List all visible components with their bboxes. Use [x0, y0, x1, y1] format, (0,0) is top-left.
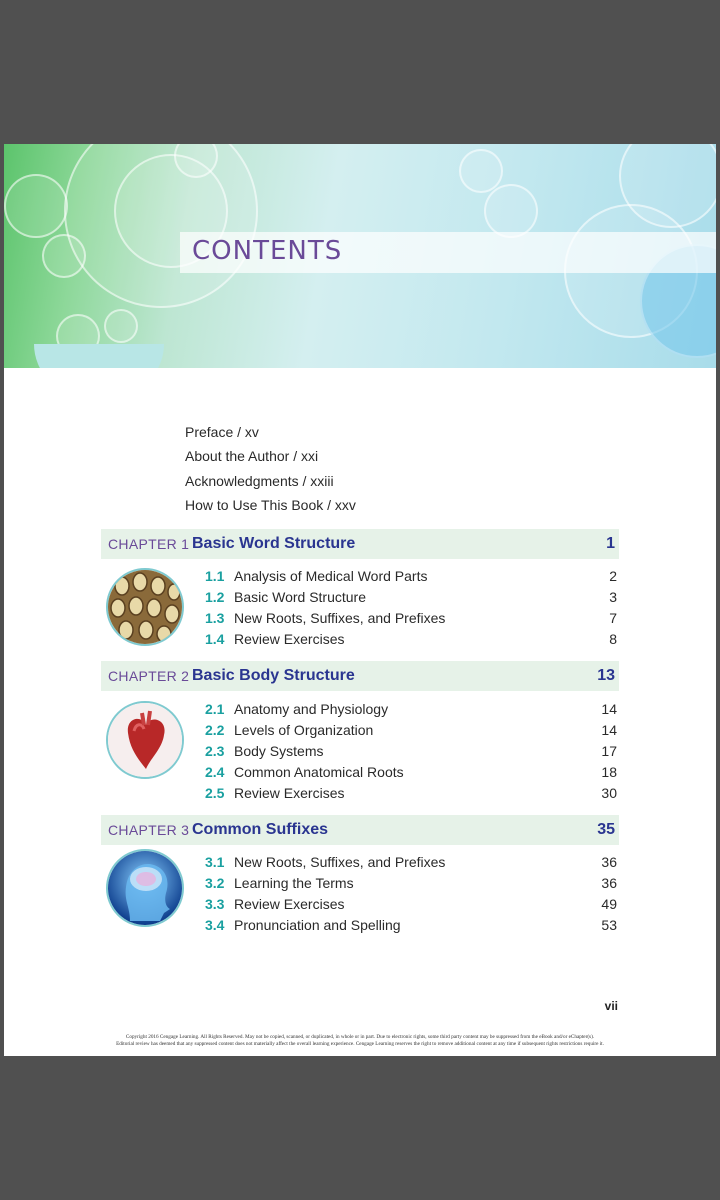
chapter-label: CHAPTER 2 — [108, 668, 190, 684]
section-page: 8 — [609, 631, 617, 647]
chapter-title: Basic Word Structure — [192, 535, 356, 552]
section-page: 14 — [601, 701, 617, 717]
bubble-decoration — [34, 344, 164, 368]
page-number: vii — [604, 999, 618, 1013]
section-title: Body Systems — [234, 743, 324, 759]
section-title: Analysis of Medical Word Parts — [234, 568, 428, 584]
bubble-decoration — [484, 184, 538, 238]
chapter-label: CHAPTER 1 — [108, 536, 190, 552]
section-title: Review Exercises — [234, 785, 345, 801]
brain-image — [106, 849, 184, 927]
chapter-2 — [101, 661, 619, 801]
bone-tissue-image — [106, 568, 184, 646]
section-title: New Roots, Suffixes, and Prefixes — [234, 610, 446, 626]
chapter-header[interactable] — [101, 815, 619, 845]
section-page: 18 — [601, 764, 617, 780]
section-list — [205, 567, 617, 651]
section-number: 2.5 — [205, 785, 225, 801]
section-title: New Roots, Suffixes, and Prefixes — [234, 854, 446, 870]
section-number: 3.2 — [205, 875, 225, 891]
section-title: Levels of Organization — [234, 722, 374, 738]
section-page: 7 — [609, 610, 617, 626]
front-matter-item[interactable]: Acknowledgments / xxiii — [185, 472, 334, 489]
section-number: 3.4 — [205, 917, 225, 933]
chapter-page: 1 — [606, 535, 615, 552]
section-row[interactable] — [205, 700, 617, 721]
section-page: 14 — [601, 722, 617, 738]
chapter-header[interactable] — [101, 529, 619, 559]
section-title: Review Exercises — [234, 631, 345, 647]
section-number: 1.4 — [205, 631, 225, 647]
section-title: Review Exercises — [234, 896, 345, 912]
front-matter-item[interactable]: Preface / xv — [185, 424, 259, 440]
bubble-decoration — [459, 149, 503, 193]
copyright-notice — [4, 1034, 716, 1048]
section-page: 53 — [601, 917, 617, 933]
bubble-decoration — [104, 309, 138, 343]
section-row[interactable] — [205, 895, 617, 916]
section-list — [205, 700, 617, 805]
page-title: CONTENTS — [192, 236, 343, 266]
chapter-page: 35 — [597, 821, 615, 838]
section-number: 3.1 — [205, 854, 225, 870]
section-number: 2.1 — [205, 701, 225, 717]
section-page: 49 — [601, 896, 617, 912]
front-matter-list — [185, 420, 356, 517]
section-row[interactable] — [205, 588, 617, 609]
section-page: 17 — [601, 743, 617, 759]
section-number: 2.4 — [205, 764, 225, 780]
front-matter-item[interactable]: How to Use This Book / xxv — [185, 496, 356, 513]
section-row[interactable] — [205, 742, 617, 763]
section-row[interactable] — [205, 630, 617, 651]
section-number: 1.1 — [205, 568, 225, 584]
section-number: 2.2 — [205, 722, 225, 738]
section-row[interactable] — [205, 853, 617, 874]
section-number: 2.3 — [205, 743, 225, 759]
chapter-3 — [101, 815, 619, 933]
chapter-1 — [101, 529, 619, 647]
section-number: 1.2 — [205, 589, 225, 605]
copyright-line: Editorial review has deemed that any suppressed content does not materially affect the overall learning experience. Cengage Learning reserves the right to remove additional content at any time if subsequent rights restrictions require it. — [116, 1041, 604, 1047]
section-page: 2 — [609, 568, 617, 584]
header-banner — [4, 144, 716, 368]
copyright-line: Copyright 2016 Cengage Learning. All Rights Reserved. May not be copied, scanned, or duplicated, in whole or in part. Due to electronic rights, some third party content may be suppressed from the eBook and/or eChapter(s). — [125, 1034, 595, 1040]
section-row[interactable] — [205, 609, 617, 630]
section-row[interactable] — [205, 567, 617, 588]
chapter-header[interactable] — [101, 661, 619, 691]
section-row[interactable] — [205, 916, 617, 937]
section-page: 30 — [601, 785, 617, 801]
section-title: Common Anatomical Roots — [234, 764, 404, 780]
chapter-page: 13 — [597, 667, 615, 684]
section-row[interactable] — [205, 721, 617, 742]
section-number: 1.3 — [205, 610, 225, 626]
section-title: Pronunciation and Spelling — [234, 917, 401, 933]
bubble-decoration — [4, 174, 68, 238]
front-matter-item[interactable]: About the Author / xxi — [185, 448, 319, 465]
section-title: Basic Word Structure — [234, 589, 367, 605]
chapter-title: Basic Body Structure — [192, 667, 355, 684]
chapter-title: Common Suffixes — [192, 821, 329, 838]
section-row[interactable] — [205, 874, 617, 895]
section-title: Anatomy and Physiology — [234, 701, 389, 717]
section-number: 3.3 — [205, 896, 225, 912]
section-page: 3 — [609, 589, 617, 605]
book-page — [4, 144, 716, 1056]
bubble-decoration — [42, 234, 86, 278]
heart-image — [106, 701, 184, 779]
section-title: Learning the Terms — [234, 875, 354, 891]
section-row[interactable] — [205, 784, 617, 805]
section-page: 36 — [601, 854, 617, 870]
section-list — [205, 853, 617, 937]
chapter-label: CHAPTER 3 — [108, 822, 190, 838]
section-row[interactable] — [205, 763, 617, 784]
section-page: 36 — [601, 875, 617, 891]
